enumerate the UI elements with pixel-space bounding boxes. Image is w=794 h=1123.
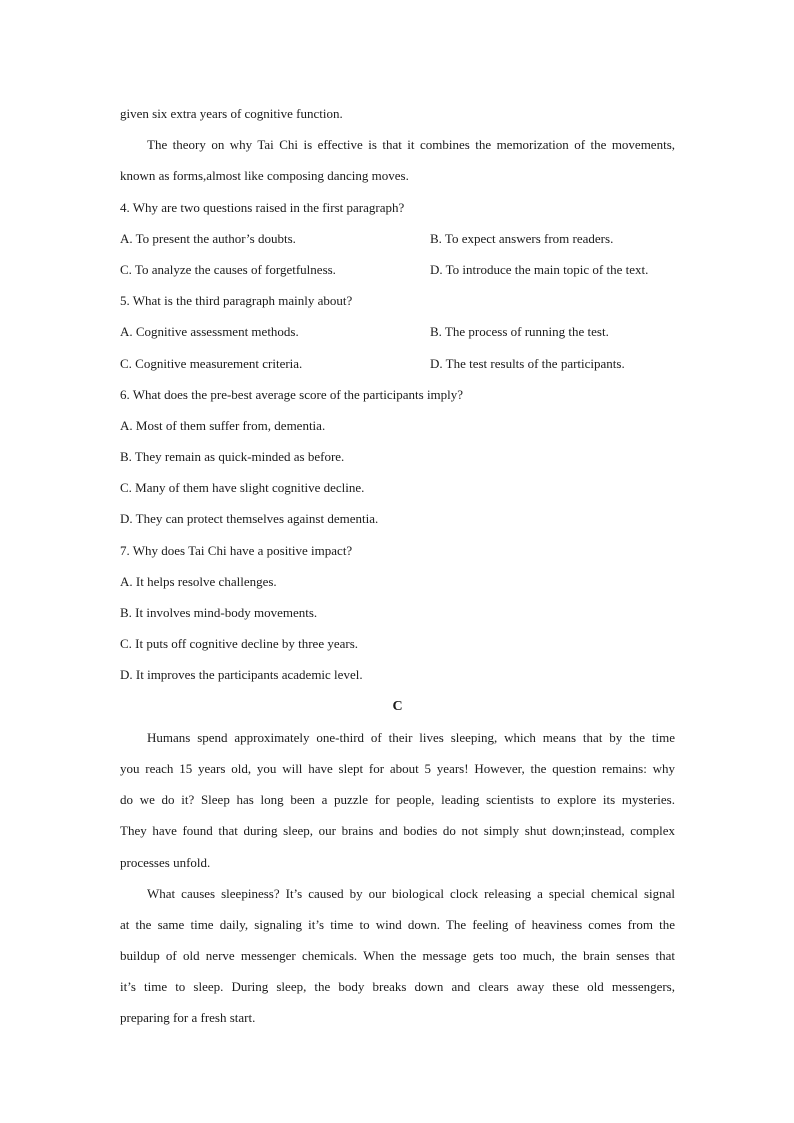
passage-c-paragraph-1 xyxy=(120,722,675,878)
paragraph-line: at the same time daily, signaling it’s time to wind down. The feeling of heaviness comes from the xyxy=(120,916,675,932)
passage-c-title: C xyxy=(392,698,403,714)
question-4-option-b: B. To expect answers from readers. xyxy=(430,230,614,246)
paragraph-line: preparing for a fresh start. xyxy=(120,1010,256,1026)
question-5-option-b: B. The process of running the test. xyxy=(430,324,609,340)
paragraph-line: buildup of old nerve messenger chemicals. When the message gets too much, the brain senses that xyxy=(120,948,675,964)
paragraph-line: Humans spend approximately one-third of their lives sleeping, which means that by the time xyxy=(147,729,675,745)
question-4-stem: 4. Why are two questions raised in the first paragraph? xyxy=(120,199,405,215)
question-4-option-d: D. To introduce the main topic of the text. xyxy=(430,261,649,277)
paragraph-line: They have found that during sleep, our brains and bodies do not simply shut down;instead, complex xyxy=(120,823,675,839)
question-5-stem: 5. What is the third paragraph mainly about? xyxy=(120,293,353,309)
paragraph-line: processes unfold. xyxy=(120,854,211,870)
question-5-options-row-2 xyxy=(120,348,675,379)
question-4-option-a: A. To present the author’s doubts. xyxy=(120,230,296,246)
question-7-option-d: D. It improves the participants academic level. xyxy=(120,667,363,683)
question-7-option-c: C. It puts off cognitive decline by three years. xyxy=(120,636,359,652)
question-5-option-c: C. Cognitive measurement criteria. xyxy=(120,355,303,371)
question-6-option-d: D. They can protect themselves against dementia. xyxy=(120,511,379,527)
question-7-option-a: A. It helps resolve challenges. xyxy=(120,573,277,589)
paragraph-line: you reach 15 years old, you will have slept for about 5 years! However, the question remains: why xyxy=(120,760,675,776)
question-6-stem: 6. What does the pre-best average score of the participants imply? xyxy=(120,386,464,402)
tai-chi-paragraph-line-1: The theory on why Tai Chi is effective is that it combines the memorization of the movements, xyxy=(147,137,675,153)
question-5-option-d: D. The test results of the participants. xyxy=(430,355,625,371)
question-7-option-b: B. It involves mind-body movements. xyxy=(120,605,318,620)
question-4-option-c: C. To analyze the causes of forgetfulness. xyxy=(120,261,336,277)
passage-c-paragraph-2 xyxy=(120,878,675,1034)
question-6-option-c: C. Many of them have slight cognitive decline. xyxy=(120,480,365,496)
paragraph-line: it’s time to sleep. During sleep, the body breaks down and clears away these old messengers, xyxy=(120,979,675,995)
question-5-option-a: A. Cognitive assessment methods. xyxy=(120,324,299,340)
paragraph-line: do we do it? Sleep has long been a puzzle for people, leading scientists to explore its mysteries. xyxy=(120,792,675,808)
question-7-stem: 7. Why does Tai Chi have a positive impact? xyxy=(120,542,353,558)
document-page xyxy=(120,98,675,1034)
passage-b-continuation: given six extra years of cognitive function. xyxy=(120,106,343,121)
question-4-options-row-1 xyxy=(120,223,675,254)
tai-chi-paragraph-line-2: known as forms,almost like composing dancing moves. xyxy=(120,168,409,184)
question-4-options-row-2 xyxy=(120,254,675,285)
paragraph-line: What causes sleepiness? It’s caused by our biological clock releasing a special chemical signal xyxy=(147,885,675,901)
question-5-options-row-1 xyxy=(120,316,675,347)
question-6-option-a: A. Most of them suffer from, dementia. xyxy=(120,417,326,433)
question-6-option-b: B. They remain as quick-minded as before. xyxy=(120,449,345,465)
